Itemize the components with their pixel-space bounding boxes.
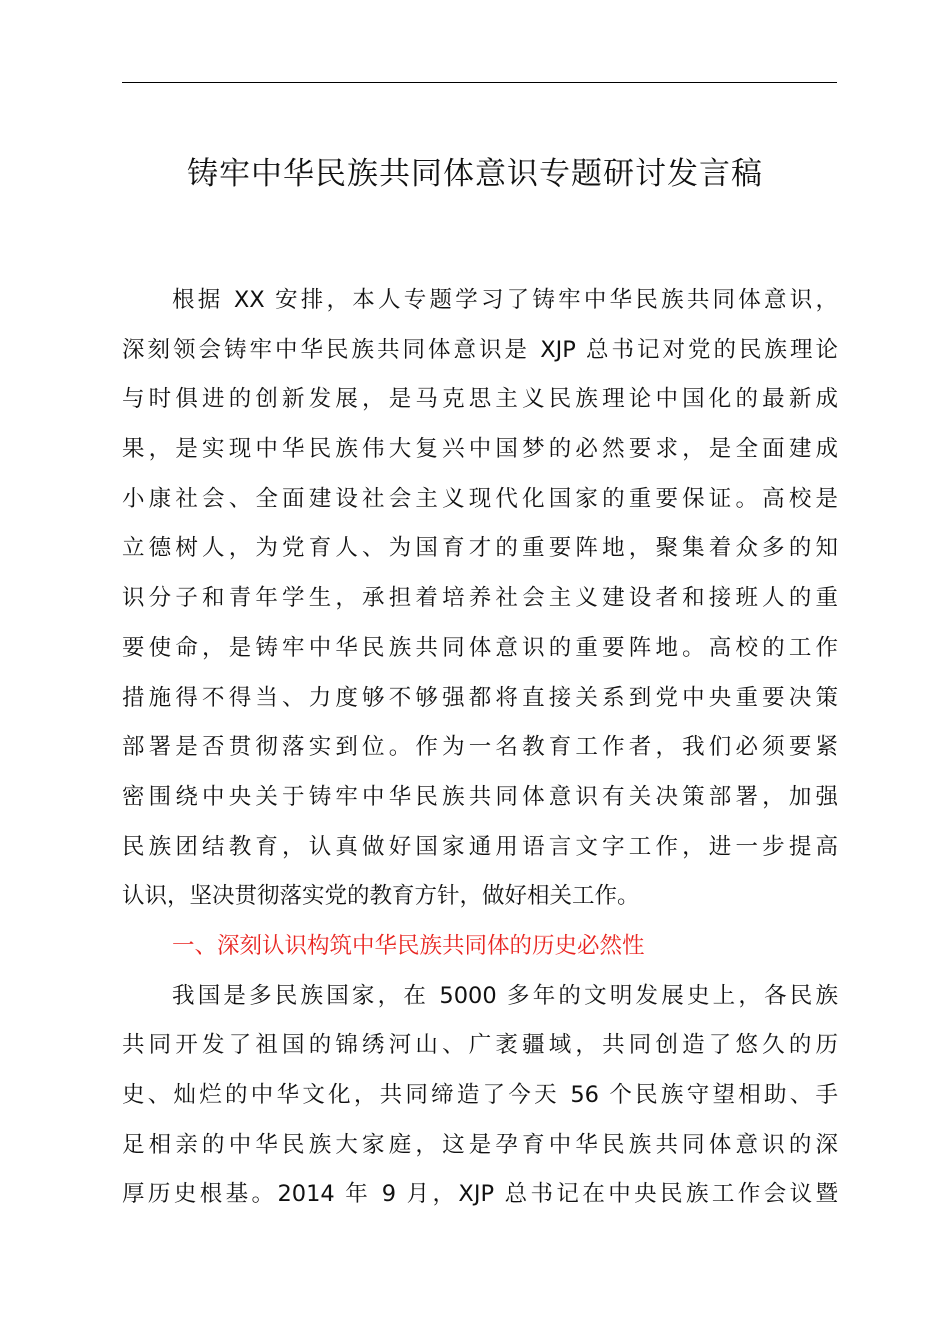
paragraph-2-line: 共同开发了祖国的锦绣河山、广袤疆域，共同创造了悠久的历 [122,1032,838,1059]
paragraph-2-line: 史、灿烂的中华文化，共同缔造了今天 56 个民族守望相助、手 [122,1082,838,1108]
paragraph-1-line: 小康社会、全面建设社会主义现代化国家的重要保证。高校是 [122,485,838,512]
document-title: 铸牢中华民族共同体意识专题研讨发言稿 [187,156,763,192]
paragraph-1-line: 认识，坚决贯彻落实党的教育方针，做好相关工作。 [122,883,640,910]
paragraph-1-line: 民族团结教育，认真做好国家通用语言文字工作，进一步提高 [122,833,838,860]
paragraph-2-line: 厚历史根基。2014 年 9 月，XJP 总书记在中央民族工作会议暨 [122,1181,838,1208]
paragraph-1-line: 密围绕中央关于铸牢中华民族共同体意识有关决策部署，加强 [122,783,838,810]
paragraph-2-line: 足相亲的中华民族大家庭，这是孕育中华民族共同体意识的深 [122,1131,838,1158]
paragraph-1-line: 部署是否贯彻落实到位。作为一名教育工作者，我们必须要紧 [122,734,838,761]
paragraph-2-line: 我国是多民族国家，在 5000 多年的文明发展史上，各民族 [172,982,838,1009]
paragraph-1-line: 果，是实现中华民族伟大复兴中国梦的必然要求，是全面建成 [122,436,838,463]
paragraph-1-line: 立德树人，为党育人、为国育才的重要阵地，聚集着众多的知 [122,535,838,562]
section-heading-1: 一、深刻认识构筑中华民族共同体的历史必然性 [172,932,645,959]
paragraph-1-line: 与时俱进的创新发展，是马克思主义民族理论中国化的最新成 [122,386,838,413]
paragraph-1-line: 根据 XX 安排，本人专题学习了铸牢中华民族共同体意识， [172,287,838,313]
header-rule [122,82,837,83]
document-body [122,276,838,1220]
paragraph-1-line: 识分子和青年学生，承担着培养社会主义建设者和接班人的重 [122,585,838,612]
paragraph-1-line: 要使命，是铸牢中华民族共同体意识的重要阵地。高校的工作 [122,634,838,661]
paragraph-1-line: 措施得不得当、力度够不够强都将直接关系到党中央重要决策 [122,684,838,711]
paragraph-1-line: 深刻领会铸牢中华民族共同体意识是 XJP 总书记对党的民族理论 [122,336,838,363]
